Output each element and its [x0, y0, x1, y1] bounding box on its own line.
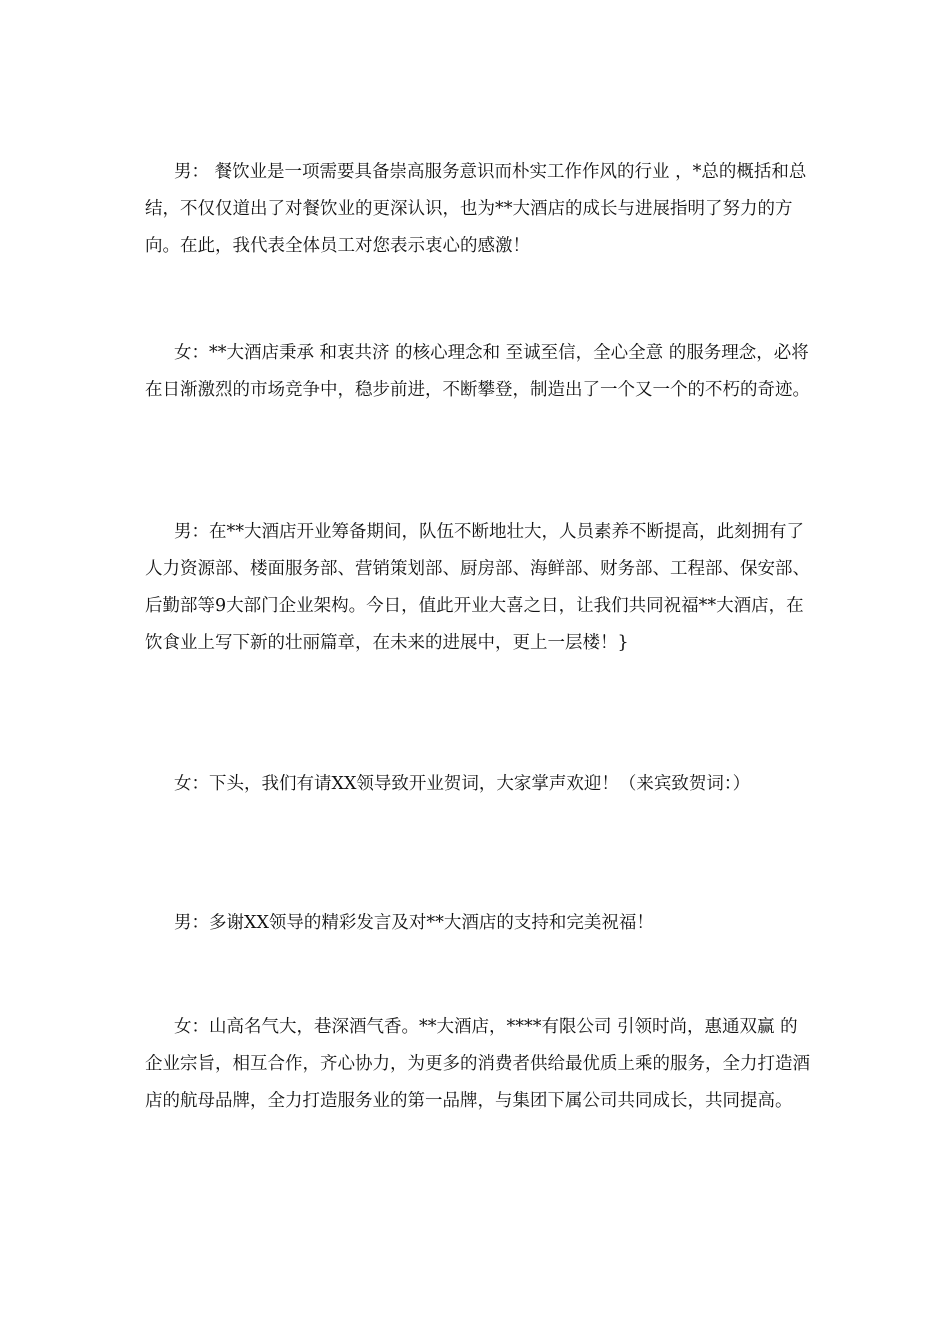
paragraph-male-speech-2: 男：在**大酒店开业筹备期间，队伍不断地壮大，人员素养不断提高，此刻拥有了人力资源部、楼面服务部、营销策划部、厨房部、海鲜部、财务部、工程部、保安部、后勤部等9大部门企业架构。今日，值此开业大喜之日，让我们共同祝福**大酒店，在饮食业上写下新的壮丽篇章，在未来的进展中，更上一层楼！}	[145, 522, 810, 653]
paragraph-female-speech-3: 女：山高名气大，巷深酒气香。**大酒店，****有限公司 引领时尚，惠通双赢 的企业宗旨，相互合作，齐心协力，为更多的消费者供给最优质上乘的服务，全力打造酒店的航母品牌，全力打造服务业的第一品牌，与集团下属公司共同成长，共同提高。	[145, 1017, 810, 1111]
paragraph-male-speech-1: 男： 餐饮业是一项需要具备崇高服务意识而朴实工作作风的行业 ，*总的概括和总结，不仅仅道出了对餐饮业的更深认识，也为**大酒店的成长与进展指明了努力的方向。在此，我代表全体员工对您表示衷心的感激！	[145, 162, 807, 256]
paragraph-female-speech-1: 女：**大酒店秉承 和衷共济 的核心理念和 至诚至信，全心全意 的服务理念，必将在日渐激烈的市场竞争中，稳步前进，不断攀登，制造出了一个又一个的不朽的奇迹。	[145, 343, 810, 400]
paragraph-male-speech-3: 男：多谢XX领导的精彩发言及对**大酒店的支持和完美祝福！	[174, 913, 654, 933]
paragraph-female-speech-2: 女：下头，我们有请XX领导致开业贺词，大家掌声欢迎！（来宾致贺词：）	[174, 774, 751, 794]
